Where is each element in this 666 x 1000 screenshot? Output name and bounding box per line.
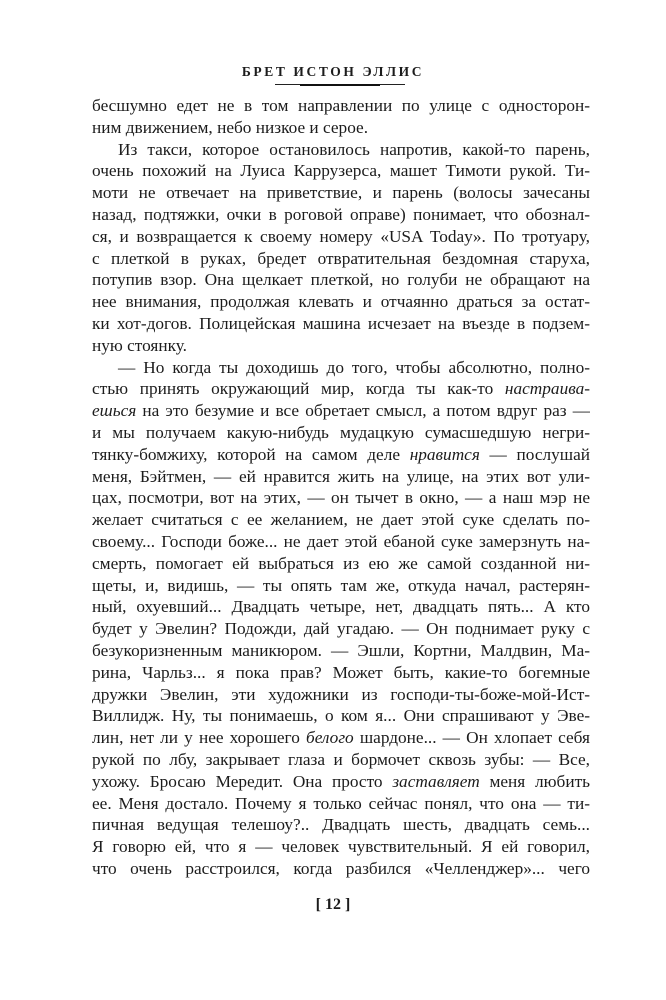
text-segment: своему... Господи боже... не дает этой ебаной суке замерзнуть на-: [92, 531, 590, 551]
text-segment: ухожу. Бросаю Мередит. Она просто: [92, 771, 393, 791]
text-segment: цах, посмотри, вот на этих, — он тычет в окно, — а наш мэр не: [92, 488, 590, 508]
text-line: [92, 814, 590, 836]
text-line: [92, 160, 590, 182]
text-line: [92, 226, 590, 248]
text-segment: безукоризненным маникюром. — Эшли, Кортни, Малдвин, Ма-: [92, 640, 590, 660]
text-line: [92, 248, 590, 270]
italic-text: настраива-: [504, 379, 590, 399]
italic-text: нравится: [409, 444, 480, 464]
text-line: [92, 444, 590, 466]
text-line: [92, 291, 590, 313]
text-segment: ную стоянку.: [92, 335, 188, 355]
text-segment: на это безумие и все обретает смысл, а потом вдруг раз —: [136, 401, 590, 421]
text-segment: — Но когда ты доходишь до того, чтобы абсолютно, полно-: [118, 357, 590, 377]
text-line: [92, 204, 590, 226]
text-line: [92, 836, 590, 858]
text-segment: щеты, и, видишь, — ты опять там же, откуда начал, растерян-: [92, 575, 590, 595]
text-segment: шардоне... — Он хлопает себя: [353, 728, 590, 748]
text-line: [92, 749, 590, 771]
text-line: [92, 793, 590, 815]
text-line: [92, 400, 590, 422]
text-segment: назад, подтяжки, очки в роговой оправе) понимает, что обознал-: [92, 204, 590, 224]
text-segment: моти не отвечает на приветствие, и парень (волосы зачесаны: [92, 183, 590, 203]
text-line: [92, 596, 590, 618]
text-line: [92, 269, 590, 291]
body-text: [92, 95, 590, 880]
text-segment: ки хот-догов. Полицейская машина исчезает на въезде в подзем-: [92, 313, 590, 333]
text-line: [92, 531, 590, 553]
text-segment: и мы получаем какую-нибудь мудацкую сумасшедшую негри-: [92, 422, 590, 442]
text-segment: меня любить: [479, 771, 590, 791]
text-line: [92, 618, 590, 640]
header-divider: [275, 84, 405, 85]
text-segment: тянку-бомжиху, которой на самом деле: [92, 444, 410, 464]
text-segment: будет у Эвелин? Подожди, дай угадаю. — Он поднимает руку с: [92, 619, 590, 639]
text-segment: лин, нет ли у нее хорошего: [92, 728, 306, 748]
text-line: [92, 117, 590, 139]
text-segment: ный, охуевший... Двадцать четыре, нет, двадцать пять... А кто: [92, 597, 590, 617]
text-line: [92, 640, 590, 662]
text-line: [92, 684, 590, 706]
text-line: [92, 357, 590, 379]
text-segment: ся, и возвращается к своему номеру «USA Today». По тротуару,: [92, 226, 590, 246]
text-segment: дружки Эвелин, эти художники из господи-ты-боже-мой-Ист-: [92, 684, 590, 704]
page-number: [ 12 ]: [315, 896, 351, 913]
text-line: [92, 422, 590, 444]
text-segment: — послушай: [479, 444, 590, 464]
text-segment: меня, Бэйтмен, — ей нравится жить на улице, на этих вот ули-: [92, 466, 590, 486]
text-segment: Я говорю ей, что я — человек чувствительный. Я ей говорил,: [92, 837, 590, 857]
text-line: [92, 487, 590, 509]
text-segment: рина, Чарльз... я пока прав? Может быть, какие-то богемные: [92, 662, 590, 682]
running-head-author: БРЕТ ИСТОН ЭЛЛИС: [241, 64, 425, 79]
text-segment: желает считаться с ее желанием, не дает этой суке сделать по-: [92, 510, 590, 530]
text-segment: смерть, помогает ей выбраться из ею же самой созданной ни-: [92, 553, 590, 573]
italic-text: ешься: [92, 401, 137, 421]
text-segment: с плеткой в руках, бредет отвратительная бездомная старуха,: [92, 248, 590, 268]
text-line: [92, 182, 590, 204]
text-line: [92, 705, 590, 727]
text-segment: стью принять окружающий мир, когда ты как-то: [92, 379, 505, 399]
text-segment: бесшумно едет не в том направлении по улице с односторон-: [92, 96, 590, 115]
text-line: [92, 335, 590, 357]
text-line: [92, 553, 590, 575]
text-line: [92, 466, 590, 488]
text-line: [92, 313, 590, 335]
text-line: [92, 575, 590, 597]
text-segment: рукой по лбу, закрывает глаза и бормочет сквозь зубы: — Все,: [92, 749, 590, 769]
text-line: [92, 509, 590, 531]
text-line: [92, 139, 590, 161]
text-segment: нее внимания, продолжая клевать и отчаянно драться за остат-: [92, 292, 590, 312]
text-segment: Из такси, которое остановилось напротив, какой-то парень,: [118, 139, 590, 159]
text-segment: ее. Меня достало. Почему я только сейчас понял, что она — ти-: [92, 793, 590, 813]
text-segment: Виллидж. Ну, ты понимаешь, о ком я... Они спрашивают у Эве-: [92, 706, 590, 726]
text-line: [92, 378, 590, 400]
text-segment: ним движением, небо низкое и серое.: [92, 117, 369, 137]
text-line: [92, 662, 590, 684]
text-segment: очень похожий на Луиса Каррузерса, машет Тимоти рукой. Ти-: [92, 161, 590, 181]
italic-text: белого: [306, 728, 354, 748]
italic-text: заставляет: [392, 771, 480, 791]
text-line: [92, 727, 590, 749]
text-segment: пичная ведущая телешоу?.. Двадцать шесть, двадцать семь...: [92, 815, 590, 835]
text-segment: потупив взор. Она щелкает плеткой, но голуби не обращают на: [92, 270, 590, 290]
text-line: [92, 95, 590, 117]
text-line: [92, 858, 590, 880]
text-segment: что очень расстроился, когда разбился «Челленджер»... чего: [92, 858, 590, 878]
text-line: [92, 771, 590, 793]
